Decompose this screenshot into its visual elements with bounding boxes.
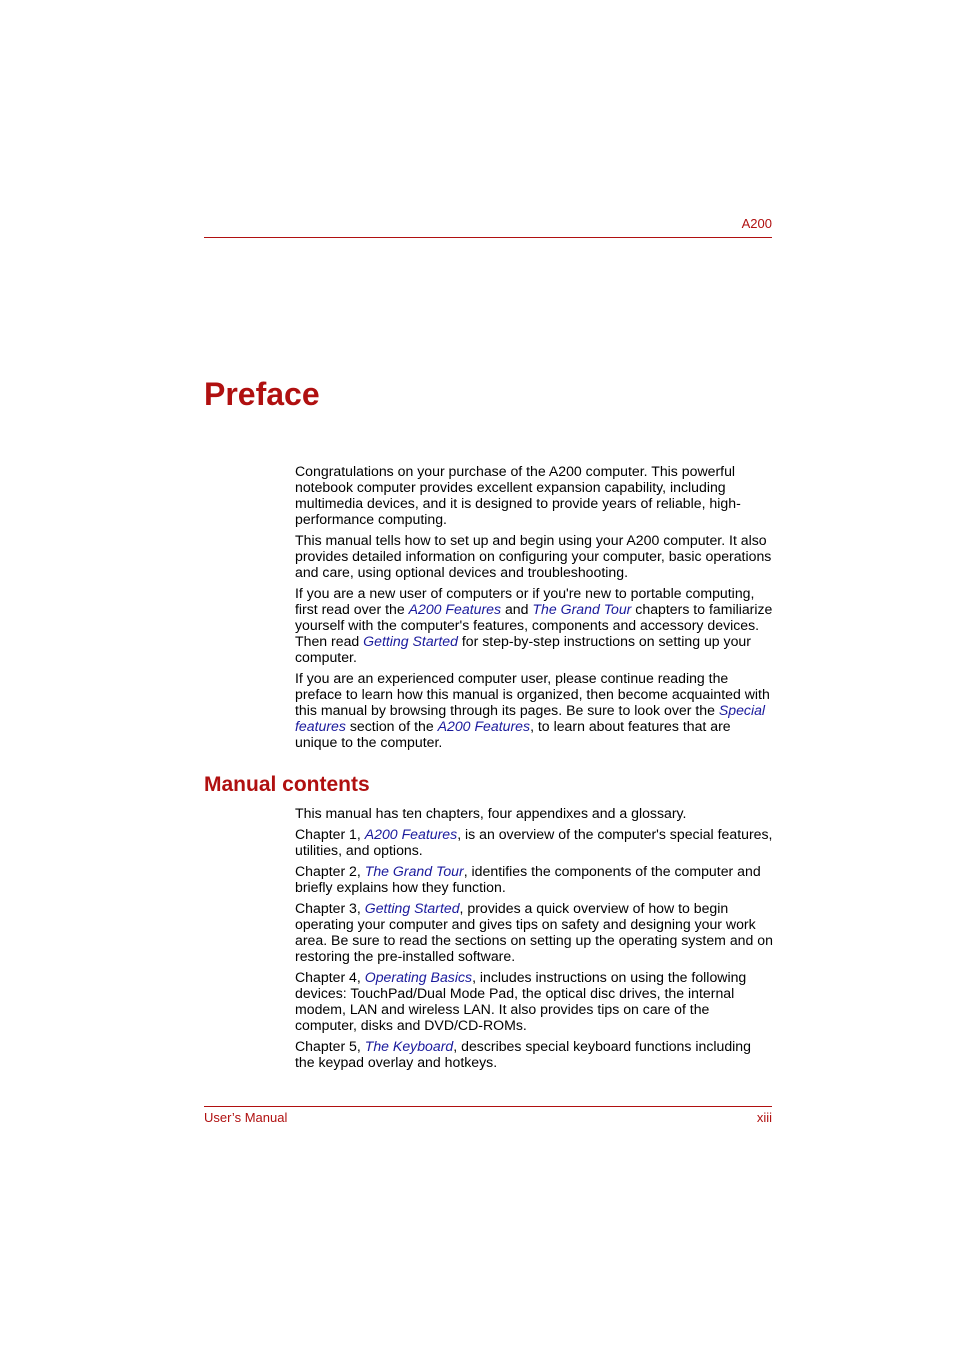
chapter-entry-5 <box>295 1038 773 1070</box>
page-title: Preface <box>204 376 320 412</box>
chapter-prefix: Chapter 1, <box>295 826 365 842</box>
chapter-prefix: Chapter 5, <box>295 1038 365 1054</box>
link-getting-started[interactable]: Getting Started <box>363 633 458 649</box>
chapter-entry-1 <box>295 826 773 858</box>
header-model-label: A200 <box>741 216 772 231</box>
footer-rule <box>204 1106 772 1107</box>
chapter-entry-3 <box>295 900 773 964</box>
chapter-link[interactable]: A200 Features <box>364 826 458 842</box>
chapter-description: , includes instructions on using the following devices: TouchPad/Dual Mode Pad, the optical disc drives, the internal modem, LAN and wireless LAN. It also provides tips on care of the computer, disks and DVD/CD-ROMs. <box>295 969 747 1033</box>
chapter-entry-4 <box>295 969 773 1033</box>
link-grand-tour[interactable]: The Grand Tour <box>532 601 632 617</box>
chapter-description: , identifies the components of the computer and briefly explains how they function. <box>295 863 761 895</box>
intro-paragraph-4 <box>295 670 773 750</box>
footer-page-number: xiii <box>756 1110 772 1125</box>
footer-manual-label: User’s Manual <box>204 1110 288 1125</box>
text-span: section of the <box>345 718 438 734</box>
text-span: and <box>501 601 533 617</box>
chapter-prefix: Chapter 2, <box>295 863 365 879</box>
header-rule <box>204 237 772 238</box>
contents-summary: This manual has ten chapters, four appendixes and a glossary. <box>295 805 687 821</box>
chapter-description: , is an overview of the computer's special features, utilities, and options. <box>295 826 773 858</box>
chapter-link[interactable]: Getting Started <box>364 900 460 916</box>
text-span: , to learn about features that are unique to the computer. <box>295 718 731 750</box>
intro-paragraph-1: Congratulations on your purchase of the A200 computer. This powerful notebook computer provides excellent expansion capability, including multimedia devices, and it is designed to provide years of reliable, high-performance computing. <box>295 463 741 527</box>
text-span: for step-by-step instructions on setting up your computer. <box>295 633 751 665</box>
intro-section <box>295 463 773 755</box>
section-heading-manual-contents: Manual contents <box>204 773 370 796</box>
chapter-prefix: Chapter 4, <box>295 969 365 985</box>
chapter-link[interactable]: Operating Basics <box>364 969 473 985</box>
chapter-link[interactable]: The Grand Tour <box>364 863 464 879</box>
link-a200-features[interactable]: A200 Features <box>408 601 502 617</box>
manual-contents-section <box>295 805 773 1075</box>
chapter-prefix: Chapter 3, <box>295 900 365 916</box>
chapter-description: , provides a quick overview of how to begin operating your computer and gives tips on safety and designing your work area. Be sure to read the sections on setting up the operating system and on restoring the pre-installed software. <box>295 900 773 964</box>
intro-paragraph-3 <box>295 585 773 665</box>
text-span: If you are an experienced computer user, please continue reading the preface to learn how this manual is organized, then become acquainted with this manual by browsing through its pages. Be sure to look over the <box>295 670 770 718</box>
chapter-link[interactable]: The Keyboard <box>364 1038 454 1054</box>
chapter-entry-2 <box>295 863 773 895</box>
link-a200-features[interactable]: A200 Features <box>437 718 531 734</box>
intro-paragraph-2: This manual tells how to set up and begin using your A200 computer. It also provides detailed information on configuring your computer, basic operations and care, using optional devices and troubleshooting. <box>295 532 772 580</box>
text-span: If you are a new user of computers or if you're new to portable computing, first read over the <box>295 585 755 617</box>
chapter-description: , describes special keyboard functions including the keypad overlay and hotkeys. <box>295 1038 751 1070</box>
link-special-features[interactable]: Special features <box>295 702 766 734</box>
text-span: chapters to familiarize yourself with the computer's features, components and accessory devices. Then read <box>295 601 773 649</box>
